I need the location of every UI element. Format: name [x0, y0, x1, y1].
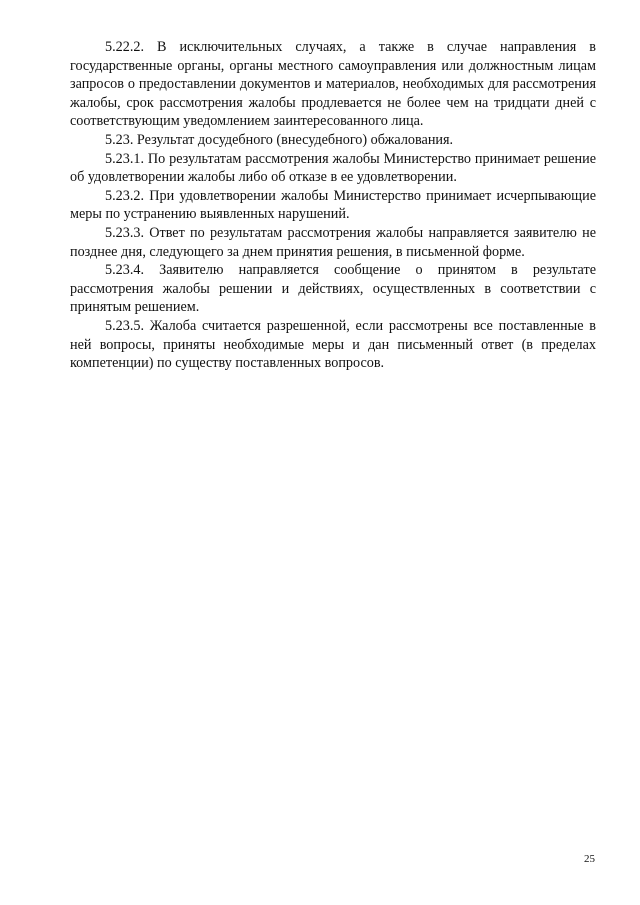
- paragraph-5-23-2: 5.23.2. При удовлетворении жалобы Министерство принимает исчерпывающие меры по устранению выявленных нарушений.: [70, 187, 596, 223]
- paragraph-5-22-2: 5.22.2. В исключительных случаях, а также в случае направления в государственные органы, органы местного самоуправления или должностным лицам запросов о предоставлении документов и материалов, необходимых для рассмотрения жалобы, срок рассмотрения жалобы продлевается не более чем на тридцати дней с соответствующим уведомлением заинтересованного лица.: [70, 39, 596, 130]
- document-body: [70, 38, 596, 373]
- page-number: 25: [584, 853, 595, 865]
- paragraph-5-23-1: 5.23.1. По результатам рассмотрения жалобы Министерство принимает решение об удовлетворении жалобы либо об отказе в ее удовлетворении.: [70, 150, 596, 186]
- paragraph-5-23: 5.23. Результат досудебного (внесудебного) обжалования.: [105, 131, 454, 148]
- paragraph-5-23-3: 5.23.3. Ответ по результатам рассмотрения жалобы направляется заявителю не позднее дня, следующего за днем принятия решения, в письменной форме.: [70, 224, 596, 260]
- paragraph-5-23-4: 5.23.4. Заявителю направляется сообщение о принятом в результате рассмотрения жалобы решении и действиях, осуществленных в соответствии с принятым решением.: [70, 262, 596, 316]
- paragraph-5-23-5: 5.23.5. Жалоба считается разрешенной, если рассмотрены все поставленные в ней вопросы, приняты необходимые меры и дан письменный ответ (в пределах компетенции) по существу поставленных вопросов.: [70, 317, 596, 372]
